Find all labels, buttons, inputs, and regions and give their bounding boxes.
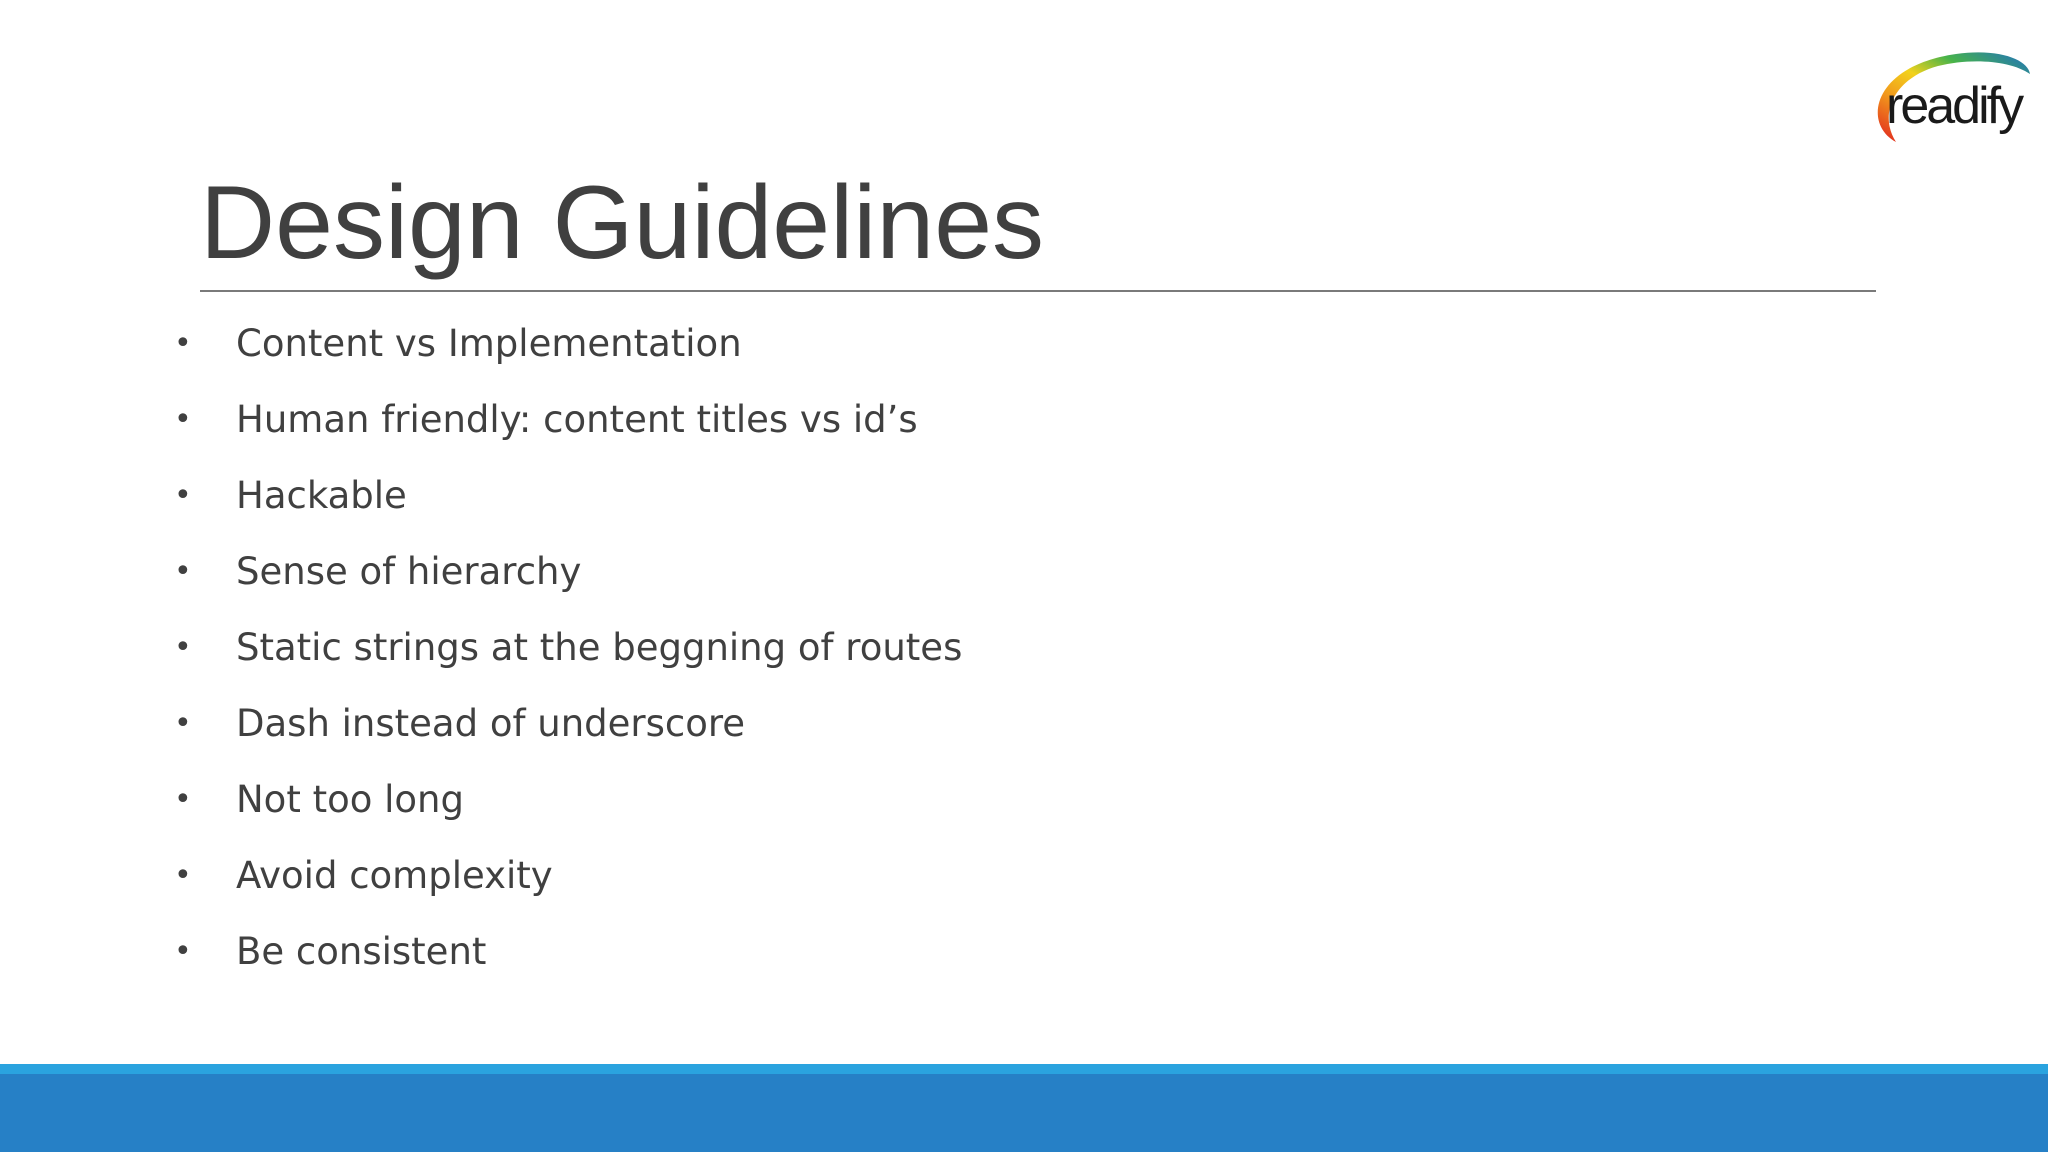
slide-title: Design Guidelines [200,165,1045,281]
logo-wordmark: readify [1886,77,2022,135]
bullet-text: Human friendly: content titles vs id’s [236,397,918,441]
bullet-text: Be consistent [236,929,487,973]
bullet-icon: • [174,477,192,513]
title-divider [200,290,1876,292]
bullet-icon: • [174,325,192,361]
bullet-item [170,685,962,761]
bullet-text: Avoid complexity [236,853,553,897]
bullet-text: Not too long [236,777,464,821]
bullet-list [170,305,962,989]
bullet-text: Content vs Implementation [236,321,742,365]
bullet-icon: • [174,553,192,589]
readify-logo [1860,44,2040,154]
bullet-item [170,913,962,989]
bullet-text: Static strings at the beggning of routes [236,625,963,669]
bullet-item [170,609,962,685]
bullet-icon: • [174,705,192,741]
bullet-item [170,305,962,381]
bullet-icon: • [174,401,192,437]
bullet-item [170,381,962,457]
bullet-text: Hackable [236,473,407,517]
bullet-item [170,533,962,609]
footer-bar [0,1074,2048,1152]
bullet-icon: • [174,857,192,893]
bullet-text: Sense of hierarchy [236,549,582,593]
bullet-item [170,837,962,913]
bullet-item [170,761,962,837]
bullet-icon: • [174,933,192,969]
bullet-icon: • [174,781,192,817]
bullet-item [170,457,962,533]
bullet-text: Dash instead of underscore [236,701,746,745]
footer-accent-stripe [0,1064,2048,1074]
bullet-icon: • [174,629,192,665]
